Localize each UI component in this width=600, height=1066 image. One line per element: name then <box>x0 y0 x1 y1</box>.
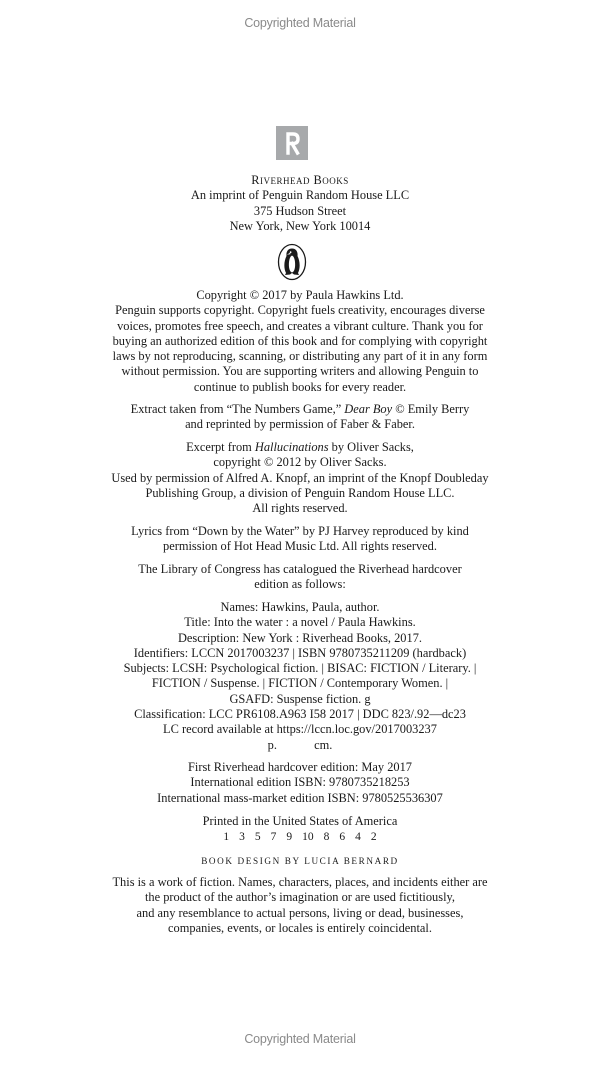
edition-line: International edition ISBN: 9780735218253 <box>190 775 410 790</box>
cip-line: Names: Hawkins, Paula, author. <box>220 600 380 614</box>
cip-line: Identifiers: LCCN 2017003237 | ISBN 9780735211209 (hardback) <box>133 645 467 660</box>
printed-in: Printed in the United States of America <box>202 814 398 828</box>
edition-line: International mass-market edition ISBN: 9780525536307 <box>157 790 443 805</box>
book-title: Dear Boy <box>344 402 393 416</box>
watermark-bottom: Copyrighted Material <box>244 1032 356 1046</box>
cip-line: Subjects: LCSH: Psychological fiction. | BISAC: FICTION / Literary. | <box>123 661 477 676</box>
support-line: laws by not reproducing, scanning, or distributing any part of it in any form <box>112 349 488 364</box>
cip-dimensions: p. cm. <box>267 737 333 752</box>
cip-line: FICTION / Suspense. | FICTION / Contemporary Women. | <box>151 676 449 691</box>
publisher-city: New York, New York 10014 <box>229 218 371 233</box>
support-line: buying an authorized edition of this book and for complying with copyright <box>112 333 488 348</box>
cip-line: Classification: LCC PR6108.A963 I58 2017 | DDC 823/.92—dc23 <box>134 707 466 722</box>
support-line: voices, promotes free speech, and creates a vibrant culture. Thank you for <box>117 318 483 333</box>
edition-block <box>60 760 540 806</box>
fiction-disclaimer: This is a work of fiction. Names, characters, places, and incidents either are the product of the author’s imagination or are used fictitiously, and any resemblance to actual persons, living or dead, businesses, companies, events, or locales is entirely coincidental. <box>112 875 488 935</box>
cip-line: Description: New York : Riverhead Books, 2017. <box>177 630 422 645</box>
edition-line: First Riverhead hardcover edition: May 2017 <box>187 760 412 774</box>
penguin-icon <box>277 243 307 281</box>
support-line: continue to publish books for every reader. <box>193 379 407 394</box>
publisher-street: 375 Hudson Street <box>253 203 347 218</box>
excerpt-credit: Excerpt from Hallucinations by Oliver Sacks, copyright © 2012 by Oliver Sacks. Used by permission of Alfred A. Knopf, an imprint of the Knopf Doubleday Publishing Group, a division of Penguin Random House LLC. All rights reserved. <box>111 440 489 516</box>
printing-line-numbers: 1 3 5 7 9 10 8 6 4 2 <box>223 831 377 844</box>
copyright-notice: Copyright © 2017 by Paula Hawkins Ltd. <box>196 288 404 302</box>
penguin-colophon <box>277 243 307 281</box>
extract-credit: Extract taken from “The Numbers Game,” Dear Boy © Emily Berry and reprinted by permission of Faber & Faber. <box>130 402 470 432</box>
watermark-top: Copyrighted Material <box>244 16 356 30</box>
printing-block <box>60 814 540 846</box>
cip-record <box>60 600 540 753</box>
lyrics-credit: Lyrics from “Down by the Water” by PJ Harvey reproduced by kind permission of Hot Head Music Ltd. All rights reserved. <box>131 524 469 554</box>
riverhead-logo <box>276 126 308 160</box>
cip-line: Title: Into the water : a novel / Paula Hawkins. <box>184 615 416 630</box>
loc-intro: The Library of Congress has catalogued the Riverhead hardcover edition as follows: <box>138 562 462 592</box>
publisher-imprint: An imprint of Penguin Random House LLC <box>190 188 410 203</box>
cip-line: GSAFD: Suspense fiction. g <box>229 691 371 706</box>
cip-line: LC record available at https://lccn.loc.gov/2017003237 <box>163 722 437 737</box>
publisher-block <box>60 173 540 234</box>
copyright-block <box>60 288 540 395</box>
book-title: Hallucinations <box>254 440 329 454</box>
publisher-name: Riverhead Books <box>251 173 349 187</box>
riverhead-r-icon <box>276 126 308 160</box>
support-line: Penguin supports copyright. Copyright fuels creativity, encourages diverse <box>115 303 485 318</box>
book-design-credit: BOOK DESIGN BY LUCIA BERNARD <box>201 856 399 866</box>
support-line: without permission. You are supporting writers and allowing Penguin to <box>121 364 479 379</box>
